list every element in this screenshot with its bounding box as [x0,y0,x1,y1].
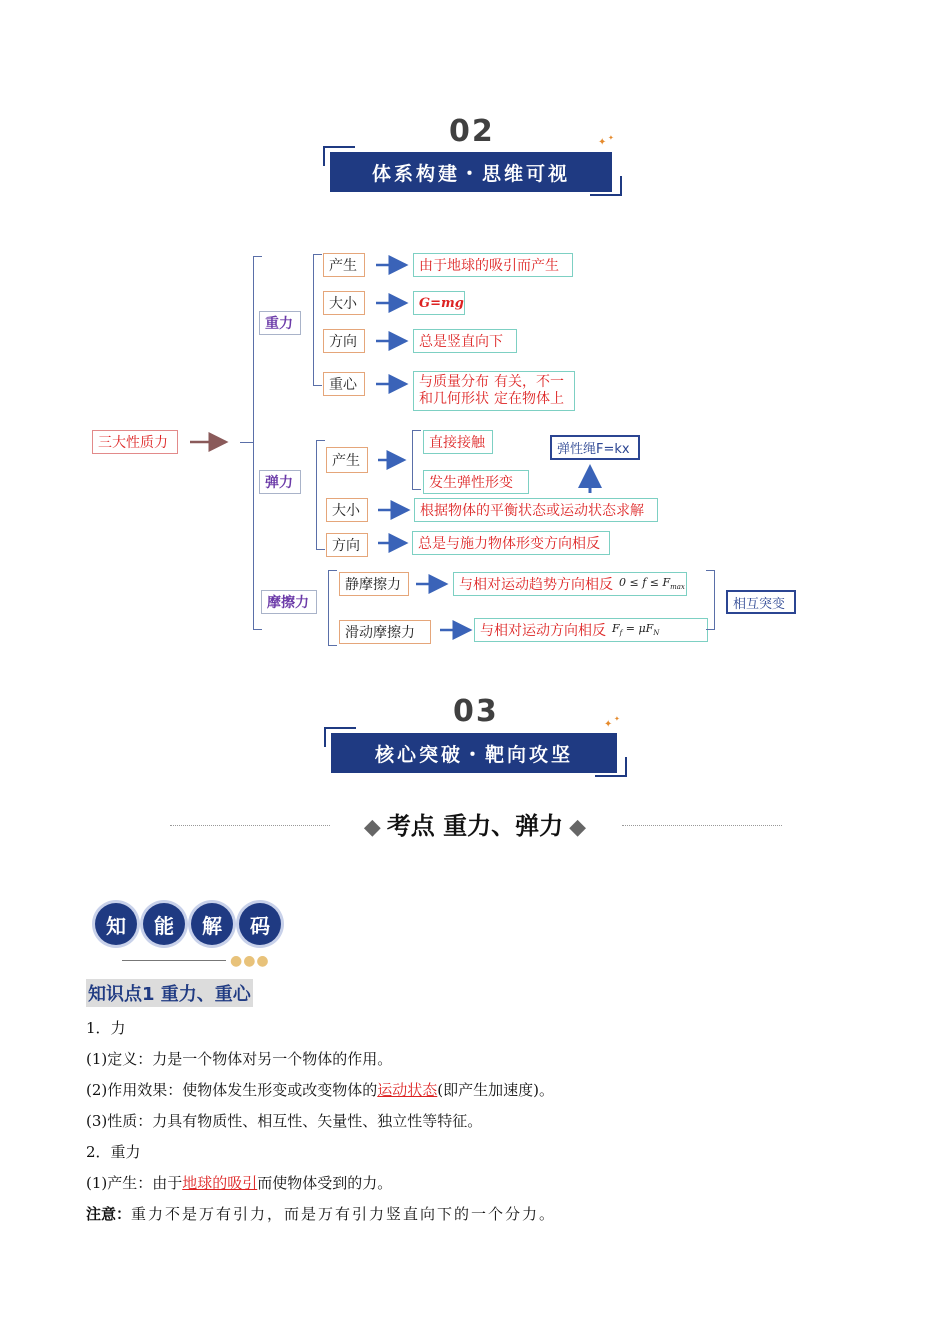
note-line [86,1203,556,1224]
friction-brace [328,570,329,646]
friction-mutual: 相互突变 [726,590,796,614]
underlined-answer: 地球的吸引 [182,1174,258,1192]
elastic-key: 大小 [326,498,368,522]
mindmap-root: 三大性质力 [92,430,178,454]
section-03-title: 核心突破・靶向攻坚 [331,733,617,773]
gravity-key: 产生 [323,253,365,277]
diamond-icon: ◆ [569,815,587,840]
gravity-key: 大小 [323,291,365,315]
heading-gravity: 2．重力 [86,1143,141,1161]
elastic-value: 根据物体的平衡状态或运动状态求解 [414,498,658,522]
knowledge-title: 知识点1 重力、重心 [86,979,253,1007]
category-friction: 摩擦力 [261,590,317,614]
note-text: 重力不是万有引力，而是万有引力竖直向下的一个分力。 [131,1205,557,1223]
text-line: (1)定义：力是一个物体对另一个物体的作用。 [86,1050,393,1068]
gravity-value: 总是竖直向下 [413,329,517,353]
main-brace [253,256,254,630]
gravity-value [413,371,575,411]
friction-key: 静摩擦力 [339,572,409,596]
elastic-produce-value: 发生弹性形变 [423,470,529,494]
sparkle-icon: ✦ [608,134,614,142]
dots-icon: ●●● [230,953,270,969]
text-line: (1)产生：由于地球的吸引而使物体受到的力。 [86,1174,393,1192]
section-02-number: 02 [449,114,495,149]
gravity-value: G=mg [413,291,465,315]
kaodian-title: ◆ 考点 重力、弹力 ◆ [363,812,587,840]
elastic-produce-brace [412,430,413,490]
gravity-value-line: 有关，不一定在物体上 [494,374,564,407]
section-02-title: 体系构建・思维可视 [330,152,612,192]
elastic-key: 方向 [326,533,368,557]
brace-tick [240,442,254,443]
sparkle-icon: ✦ [598,137,607,148]
heading-force: 1．力 [86,1019,126,1037]
zhineng-underline [122,960,226,961]
zhineng-circle: 能 [143,903,185,945]
section-03-number: 03 [453,694,499,729]
note-label: 注意： [86,1205,132,1223]
zhineng-circle: 知 [95,903,137,945]
category-elastic: 弹力 [259,470,301,494]
diamond-icon: ◆ [363,815,381,840]
friction-key: 滑动摩擦力 [339,620,431,644]
gravity-value: 由于地球的吸引而产生 [413,253,573,277]
elastic-spring: 弹性绳F=kx [550,435,640,460]
zhineng-circle: 解 [191,903,233,945]
gravity-value-line: 与质量分布和几何形状 [419,374,489,407]
friction-sliding-text: 与相对运动方向相反 [480,623,606,639]
sparkle-icon: ✦ [614,715,620,723]
text-line: (3)性质：力具有物质性、相互性、矢量性、独立性等特征。 [86,1112,483,1130]
zhineng-circle: 码 [239,903,281,945]
banner-frame-right [590,176,622,196]
friction-static-text: 与相对运动趋势方向相反 [459,577,613,593]
elastic-value: 总是与施力物体形变方向相反 [412,531,610,555]
gravity-key: 重心 [323,372,365,396]
friction-right-brace [706,570,715,630]
friction-sliding-value [474,618,708,642]
gravity-brace [313,254,314,386]
elastic-key: 产生 [326,447,368,473]
gravity-key: 方向 [323,329,365,353]
sparkle-icon: ✦ [604,719,613,730]
elastic-brace [316,440,317,550]
category-gravity: 重力 [259,311,301,335]
friction-sliding-formula: $F_f = \mu F_N$ [612,622,660,638]
elastic-produce-value: 直接接触 [423,430,493,454]
underlined-answer: 运动状态 [377,1081,438,1099]
text-line: (2)作用效果：使物体发生形变或改变物体的运动状态(即产生加速度)。 [86,1081,554,1099]
friction-static-value [453,572,687,596]
banner-frame-right [595,757,627,777]
friction-static-formula: $0 \le f \le F_{max}$ [619,576,685,592]
